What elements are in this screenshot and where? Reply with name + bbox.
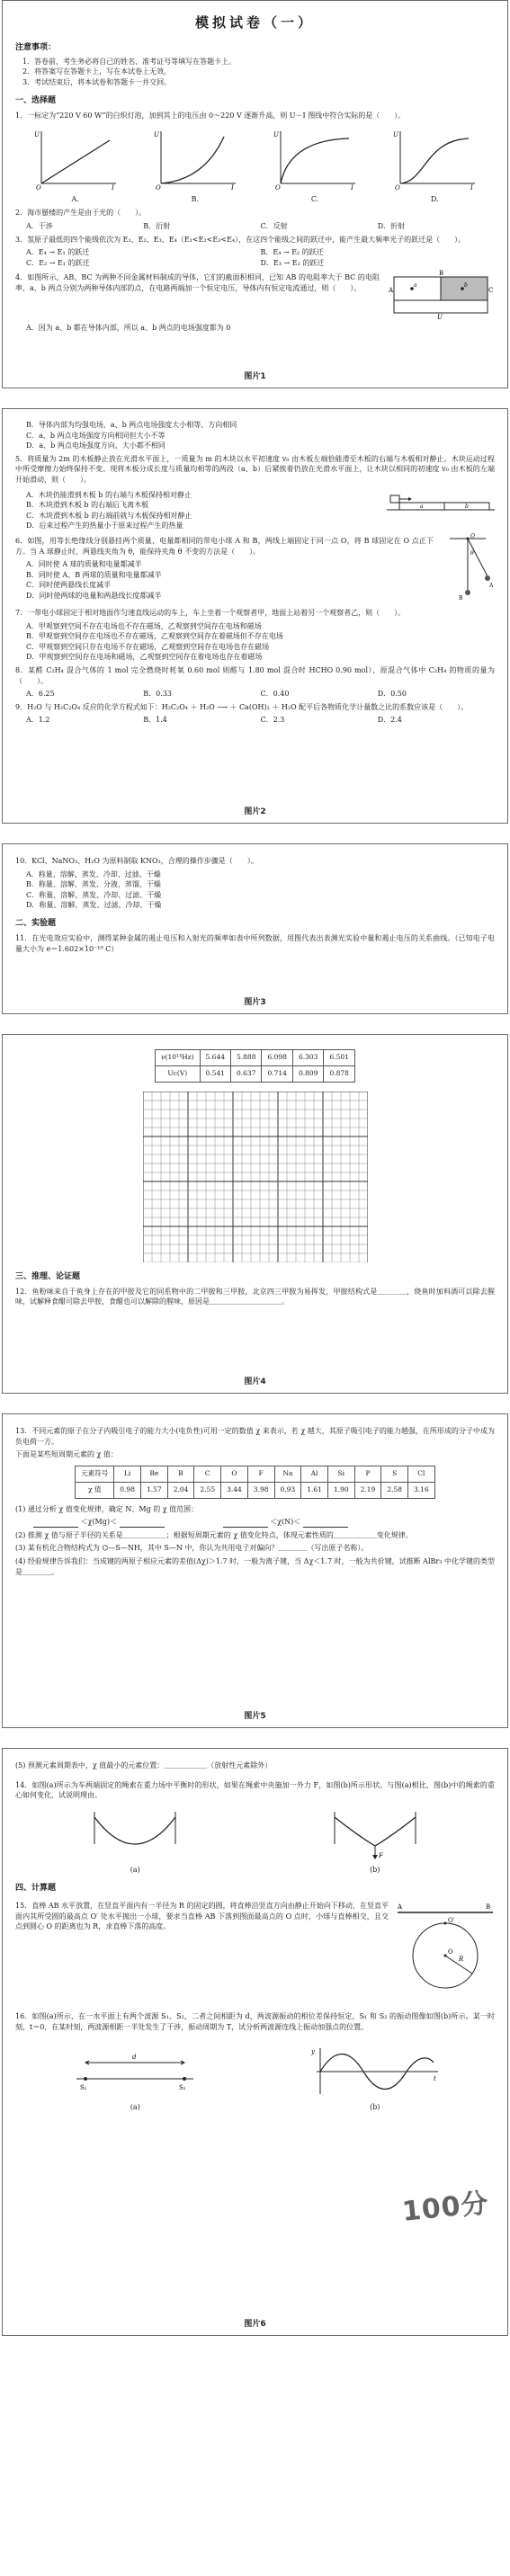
wave-sources-diagram: [67, 2045, 202, 2099]
table-cell: Si: [327, 1466, 354, 1482]
question-13-3: (3) 某有机化合物结构式为 ⌬—S—NH，其中 S—N 中，你认为共用电子对偏向？＿＿＿＿（写出原子名称）。: [15, 1544, 369, 1553]
question-1: 1．一标定为“220 V 60 W”的白炽灯泡，加到其上的电压由 0～220 V 逐渐升高，则 U－I 图线中符合实际的是（ ）。: [15, 111, 406, 120]
table-cell: 0.98: [114, 1482, 141, 1498]
table-cell: 1.57: [140, 1482, 167, 1498]
question-13: 13．不同元素的原子在分子内吸引电子的能力大小(电负性)可用一定的数值 χ 来表示，若 χ 越大，其原子吸引电子的能力越强，在所形成的分子中成为负电荷一方。: [15, 1427, 495, 1446]
table-cell: 0.714: [262, 1065, 292, 1082]
q10-options: [26, 869, 495, 911]
rope-figure-b: [326, 1808, 425, 1876]
answer-blank: [120, 1520, 165, 1528]
wave-figures: [15, 2045, 495, 2112]
question-8: 8．某醛 C₂H₄ 混合气体的 1 mol 完全燃烧时耗氧 0.60 mol 则醛与 1.80 mol 混合时 HCHO 0.90 mol），原混合气体中 C₂H₄ 的物质的量为（ ）。: [15, 665, 495, 685]
q5-row: [15, 488, 495, 533]
answer-blank: [303, 1520, 348, 1528]
question-13-1: (1) 通过分析 χ 值变化规律，确定 N、Mg 的 χ 值范围：: [15, 1504, 199, 1513]
q4-option-a: A．因为 a、b 都在导体内部，所以 a、b 两点的电场强度都为 0: [26, 324, 231, 333]
question-13-5: (5) 预测元素周期表中，χ 值最小的元素位置：＿＿＿＿＿＿（放射性元素除外）: [15, 1761, 273, 1769]
graph-paper-grid: [143, 1092, 368, 1262]
table-row: [76, 1466, 434, 1482]
table-cell: Be: [140, 1466, 167, 1482]
table-row: [156, 1050, 355, 1066]
option: B．0.33: [143, 690, 172, 699]
table-cell: 0.637: [231, 1065, 262, 1082]
svg-text:U: U: [153, 131, 159, 139]
q15-row: [15, 1898, 495, 1997]
svg-text:I: I: [470, 184, 474, 192]
table-row-header: χ 值: [76, 1482, 114, 1498]
panel-6: [2, 1748, 508, 2336]
section-heading: 一、选择题: [15, 95, 57, 105]
option: A．干涉: [26, 222, 53, 230]
question-6: 6．如图，用等长绝缘线分别悬挂两个质量、电量都相同的带电小球 A 和 B，两线上端固定于同一点 O，将 B 球固定在 O 点正下方。当 A 球静止时，两悬线夹角为 θ，能保持夹角 θ 不变的方法是（ ）。: [15, 536, 434, 556]
option: D．称量、溶解、蒸发、过滤、冷却、干燥: [26, 901, 162, 910]
question-14: 14．如图(a)所示为车两端固定的绳索在重力场中平衡时的形状，如果在绳索中央施加一外力 F，如图(b)所示形状。与图(a)相比，图(b)中的绳索的重心如何变化，试说明理由。: [15, 1780, 495, 1800]
svg-text:B: B: [439, 270, 444, 278]
wave-figure-b: [308, 2045, 443, 2112]
blank-graph-paper: [15, 1092, 495, 1262]
table-cell: S: [381, 1466, 408, 1482]
svg-text:I: I: [230, 184, 234, 192]
panel-3: [2, 843, 508, 1014]
question-13-sub: 下面是某些短周期元素的 χ 值：: [15, 1450, 118, 1459]
option: A．甲观察到空间不存在电场也不存在磁场，乙观察到空间存在电场和磁场: [26, 621, 262, 630]
option: A．同时使 A 球的质量和电量都减半: [26, 560, 142, 569]
option: D．同时使两球的电量和两悬线长度都减半: [26, 591, 162, 600]
graph-a-svg: [31, 128, 121, 191]
table-cell: P: [354, 1466, 381, 1482]
option: D．折射: [377, 222, 406, 230]
svg-text:U: U: [273, 131, 280, 139]
q8-options: [26, 689, 495, 700]
table-row-header: Uc(V): [156, 1065, 200, 1082]
graph-b-svg: [150, 128, 240, 191]
option: B．木块滑到木板 b 的右端后飞离木板: [26, 501, 149, 510]
svg-text:t: t: [433, 2075, 436, 2083]
table-cell: O: [221, 1466, 248, 1482]
svg-text:O′: O′: [448, 1917, 455, 1925]
photoelectric-data-table: [155, 1049, 355, 1083]
question-15: 15．直棒 AB 水平放置，在竖直平面内有一半径为 R 的固定的圆，将直棒沿竖直方向由静止开始向下移动，在竖直平面内其所受圆的最高点 O′ 处水平抛出一小球，要求当直棒 AB 下落到图面最高点的 O 点时，小球与直棒相交，且交点到圆心 O 的距离也为 R，求直棒下落的高度。: [15, 1902, 389, 1931]
question-5: 5．将质量为 2m 的木板静止放在光滑水平面上，一质量为 m 的木块以水平初速度 v₀ 由木板左端恰能滑至木板的右端与木板相对静止。木块运动过程中所受摩擦力始终保持不变。现将木板分成长度与质量均相等的两段（a、b）后紧挨着仍放在光滑水平面上，让木块以相同的初速度 v₀ 由木板的左端开始滑动，则（ ）。: [15, 454, 495, 484]
table-cell: C: [194, 1466, 221, 1482]
table-cell: 2.19: [354, 1482, 381, 1498]
q9-options: [26, 715, 495, 726]
svg-text:A: A: [389, 287, 394, 295]
table-cell: 0.541: [200, 1065, 230, 1082]
answer-blank: [33, 1520, 78, 1528]
figure-label: (b): [370, 2102, 380, 2111]
table-cell: F: [247, 1466, 274, 1482]
option: D．后来过程产生的热量小于原来过程产生的热量: [26, 521, 183, 530]
figure-label: (b): [370, 1866, 380, 1875]
wave-figure-a: [67, 2045, 202, 2112]
table-cell: 1.61: [301, 1482, 328, 1498]
svg-text:I: I: [111, 184, 114, 192]
graph-b: [150, 128, 240, 204]
rope-figure-a: [85, 1808, 184, 1876]
watermark-stamp: 100分: [400, 2187, 491, 2228]
table-cell: 0.809: [292, 1065, 323, 1082]
svg-text:d: d: [132, 2054, 137, 2062]
graph-c: [270, 128, 360, 204]
graph-label: A.: [71, 194, 79, 203]
svg-text:O: O: [395, 184, 401, 192]
figure-label: (a): [130, 2102, 140, 2111]
figure-caption: 图片4: [244, 1377, 266, 1386]
option: B．甲观察到空间存在电场也不存在磁场，乙观察到空间存在着磁场但不存在电场: [26, 632, 283, 641]
table-cell: Li: [114, 1466, 141, 1482]
table-row: [76, 1482, 434, 1498]
table-cell: 5.644: [200, 1050, 230, 1066]
option: C．木块滑到木板 b 的右端前就与木板保持相对静止: [26, 511, 192, 520]
option: C．a、b 两点电场强度方向相同但大小不等: [26, 431, 166, 440]
option: A．1.2: [26, 716, 50, 725]
table-cell: Na: [274, 1466, 301, 1482]
q1-graphs: [15, 128, 495, 204]
option: B．称量、溶解、蒸发、分液、蒸馏、干燥: [26, 880, 161, 889]
svg-text:A: A: [489, 582, 494, 589]
table-row-header: ν(10¹⁴Hz): [156, 1050, 200, 1066]
table-row: [156, 1065, 355, 1082]
notice-item: 1．答卷前，考生务必将自己的姓名、准考证号等填写在答题卡上。: [22, 57, 237, 66]
table-cell: 2.04: [167, 1482, 194, 1498]
notice-heading: 注意事项：: [15, 42, 57, 52]
electronegativity-table: [75, 1466, 434, 1499]
svg-text:B: B: [486, 1903, 491, 1912]
question-2: 2．海市蜃楼的产生是由于光的（ ）。: [15, 209, 147, 218]
svg-text:F: F: [378, 1851, 383, 1859]
svg-text:S₁: S₁: [80, 2084, 87, 2092]
table-cell: 5.888: [231, 1050, 262, 1066]
option: B．衍射: [143, 222, 171, 230]
option: C．E₂ → E₁ 的跃迁: [26, 258, 90, 267]
svg-text:U: U: [33, 131, 40, 139]
pendulum-charges-diagram: [441, 533, 495, 605]
svg-text:O: O: [470, 532, 475, 539]
figure-caption: 图片3: [244, 997, 266, 1007]
question-10: 10．KCl、NaNO₃、H₂O 为原料制取 KNO₃，合理的操作步骤是（ ）。: [15, 857, 258, 865]
option: C．称量、溶解、蒸发、冷却、过滤、干燥: [26, 890, 162, 899]
svg-text:θ: θ: [470, 549, 474, 557]
option: D．E₃ → E₁ 的跃迁: [260, 258, 325, 267]
svg-text:I: I: [351, 184, 353, 192]
svg-text:S₂: S₂: [179, 2084, 186, 2092]
question-7: 7．一带电小球固定于相对地面作匀速直线运动的车上，车上坐着一个观察者甲，地面上站着另一个观察者乙，则（ ）。: [15, 608, 406, 617]
option: B．导体内部为均强电场，a、b 两点电场强度大小相等、方向相同: [26, 421, 237, 429]
table-cell: 3.44: [221, 1482, 248, 1498]
question-13-1-blanks: [33, 1517, 495, 1528]
svg-text:b: b: [464, 282, 468, 290]
q6-row: [15, 533, 495, 605]
question-13-4: (4) 经验规律告诉我们：当成键的两原子相应元素的差值(Δχ)＞1.7 时，一般为离子键，当 Δχ＜1.7 时，一般为共价键，试推断 AlBr₃ 中化学键的类型是＿＿＿＿。: [15, 1556, 495, 1576]
q2-options: [26, 221, 495, 232]
conductor-circuit-diagram: [387, 270, 495, 320]
option: A．称量、溶解、蒸发、冷却、过滤、干燥: [26, 869, 161, 878]
table-cell: Cl: [408, 1466, 435, 1482]
question-11: 11．在光电效应实验中，测得某种金属的遏止电压和入射光的频率如表中所列数据，用图代表出表测光实验中量和遏止电压的关系曲线。（已知电子电量大小为 e＝1.602×10⁻¹⁹ C）: [15, 934, 495, 953]
q5-options: [26, 490, 387, 531]
question-9: 9．H₂O 与 H₂C₂O₄ 反应的化学方程式如下：H₂C₂O₄ ＋ H₂O ⟶ ＋ Ca(OH)₂ ＋ H₂O 配平后各物质化学计量数之比的系数应该是（ ）。: [15, 702, 469, 711]
svg-text:O: O: [35, 184, 41, 192]
notice-block: [15, 42, 495, 88]
rope-hanging-diagram: [85, 1808, 184, 1862]
blank-label: ＜χ(N)＜: [270, 1518, 301, 1527]
table-cell: 2.55: [194, 1482, 221, 1498]
option: C．2.3: [260, 716, 285, 725]
rope-figures: [15, 1808, 495, 1876]
figure-caption: 图片2: [244, 807, 266, 816]
section-heading: 二、实验题: [15, 918, 57, 928]
question-16: 16．如图(a)所示，在一水平面上有两个波源 S₁、S₂，二者之间相距为 d，两波源振动的相位差保持恒定，S₁ 和 S₂ 的振动图像如图(b)所示。某一时刻，t＝0，在某时刻，两波源相距一半处发生了干涉，振动周期为 T，试分析两波源连线上振动加强点的位置。: [15, 2012, 495, 2031]
q4-remaining-options: [26, 420, 495, 451]
rope-pulled-diagram: [326, 1808, 425, 1862]
question-4: 4．如图所示，AB、BC 为两种不同金属材料制成的导体，它们的截面积相同，已知 AB 的电阻率大于 BC 的电阻率，a、b 两点分别为两种导体内部的点，在电路两端加一个恒定电压，导体内有恒定电流通过，则（ ）。: [15, 273, 380, 292]
table-cell: 6.303: [292, 1050, 323, 1066]
q6-text-block: [15, 533, 441, 603]
option: B．同时使 A、B 两球的质量和电量都减半: [26, 570, 162, 579]
table-cell: 6.501: [324, 1050, 354, 1066]
table-cell: 1.90: [327, 1482, 354, 1498]
blank-label: ＜χ(Mg)＜: [80, 1518, 117, 1527]
option: B．E₄ → E₂ 的跃迁: [260, 248, 324, 257]
graph-a: [31, 128, 121, 204]
svg-text:b: b: [465, 503, 469, 510]
q4-row: [15, 270, 495, 320]
q7-options: [26, 621, 495, 663]
table-cell: 6.098: [262, 1050, 292, 1066]
circle-rod-diagram: [396, 1898, 495, 1997]
svg-text:a: a: [420, 503, 424, 510]
answer-blank: [223, 1520, 268, 1528]
svg-text:O: O: [275, 184, 281, 192]
table-cell: 0.878: [324, 1065, 354, 1082]
panel-4: [2, 1034, 508, 1394]
graph-d: [389, 128, 479, 204]
vibration-graph-diagram: [308, 2045, 443, 2099]
figure-caption: 图片5: [244, 1711, 266, 1721]
svg-text:U: U: [437, 314, 443, 321]
exam-title: 模拟试卷（一）: [194, 14, 315, 31]
question-12: 12．鱼粉味来自于鱼身上存在的甲胺及它的同系物中的二甲胺和三甲胺，北京四三甲胺为易挥发，甲胺结构式是＿＿＿＿，烧鱼时加料酒可以除去腥味，试解释食醋可除去甲胺，食醋也可以解除的腥味，原因是＿＿＿＿＿＿＿＿＿＿。: [15, 1287, 495, 1306]
option: A．木块仍能滑到木板 b 的右端与木板保持相对静止: [26, 490, 192, 499]
svg-text:y: y: [310, 2048, 315, 2056]
panel-2: [2, 408, 508, 824]
option: C．甲观察到空间只存在电场不存在磁场，乙观察到空间存在电场也存在磁场: [26, 642, 270, 651]
option: D．2.4: [377, 716, 402, 725]
table-cell: 2.58: [381, 1482, 408, 1498]
notice-item: 2．将答案写在答题卡上，写在本试卷上无效。: [22, 67, 172, 76]
figure-caption: 图片6: [244, 2319, 266, 2329]
svg-text:A: A: [398, 1903, 403, 1912]
graph-c-svg: [270, 128, 360, 191]
svg-text:O: O: [155, 184, 161, 192]
option: C．0.40: [260, 690, 290, 699]
board-block-diagram: [387, 488, 495, 515]
option: D．a、b 两点电场强度方向，大小都不相同: [26, 441, 166, 450]
question-3: 3．氢原子最低的四个能级依次为 E₁、E₂、E₃、E₄（E₁<E₂<E₃<E₄），在这四个能级之间的跃迁中，能产生最大频率光子的跃迁是（ ）。: [15, 235, 466, 244]
q6-options: [26, 559, 434, 601]
option: B．1.4: [143, 716, 167, 725]
svg-text:O: O: [448, 1948, 453, 1957]
section-heading: 四、计算题: [15, 1883, 57, 1893]
option: D．甲观察到空间存在电场和磁场，乙观察到空间存在着电场也存在着磁场: [26, 653, 263, 662]
option: A．6.25: [26, 690, 55, 699]
svg-text:R: R: [459, 1956, 464, 1964]
option: A．E₄ → E₁ 的跃迁: [26, 248, 90, 257]
svg-text:C: C: [488, 287, 494, 295]
table-cell: B: [167, 1466, 194, 1482]
graph-label: C.: [310, 194, 319, 203]
graph-d-svg: [389, 128, 479, 191]
section-heading: 三、推理、论证题: [15, 1271, 81, 1281]
table-row-header: 元素符号: [76, 1466, 114, 1482]
question-13-2: (2) 推测 χ 值与原子半径的关系是＿＿＿＿＿＿；根据短周期元素的 χ 值变化特点，体现元素性质的＿＿＿＿＿＿变化规律。: [15, 1530, 413, 1539]
graph-label: B.: [191, 194, 200, 203]
q3-options: [26, 247, 495, 268]
figure-label: (a): [130, 1866, 140, 1875]
notice-item: 3．考试结束后，将本试卷和答题卡一并交回。: [22, 77, 172, 86]
option: C．同时使两悬线长度减半: [26, 581, 112, 590]
svg-text:U: U: [393, 131, 399, 139]
figure-caption: 图片1: [244, 371, 266, 381]
table-cell: Al: [301, 1466, 328, 1482]
panel-1: [2, 0, 508, 388]
graph-label: D.: [431, 194, 439, 203]
panel-5: [2, 1413, 508, 1728]
option: C．反射: [260, 222, 288, 230]
option: D．0.50: [377, 690, 407, 699]
table-cell: 3.98: [247, 1482, 274, 1498]
table-cell: 0.93: [274, 1482, 301, 1498]
table-cell: 3.16: [408, 1482, 435, 1498]
svg-text:a: a: [414, 282, 417, 290]
svg-text:B: B: [459, 594, 463, 602]
